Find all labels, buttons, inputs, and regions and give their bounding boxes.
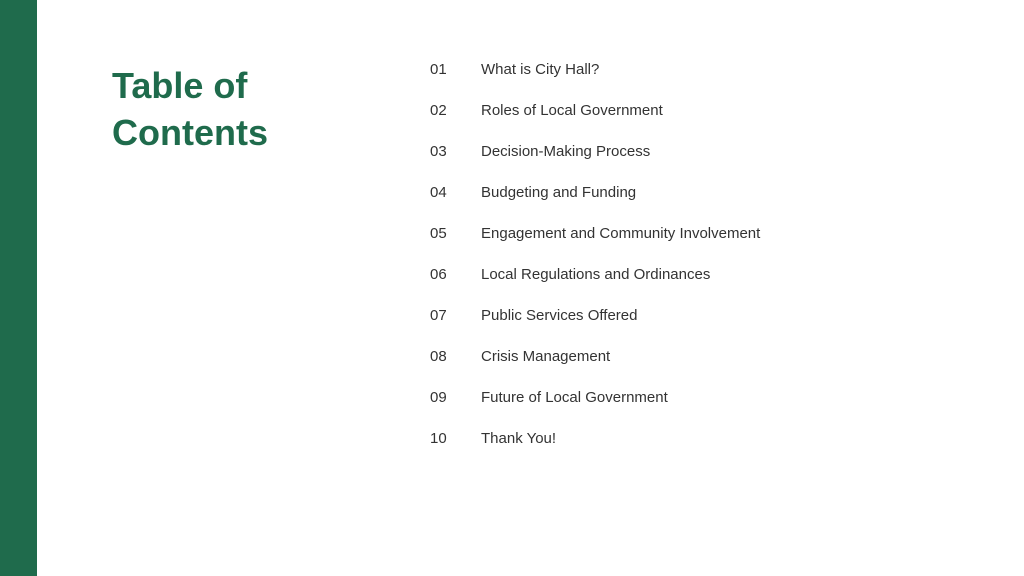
title-line-2: Contents [112,112,268,153]
toc-item-02[interactable] [430,90,760,131]
toc-item-label[interactable]: Budgeting and Funding [481,184,637,201]
toc-item-number: 02 [430,102,447,119]
toc-item-label[interactable]: Roles of Local Government [481,102,663,119]
toc-item-03[interactable] [430,131,760,172]
toc-list [430,49,760,459]
toc-item-number: 10 [430,430,447,447]
toc-item-label[interactable]: Local Regulations and Ordinances [481,266,711,283]
toc-item-05[interactable] [430,213,760,254]
title-line-1: Table of [112,65,248,106]
toc-item-number: 08 [430,348,447,365]
toc-item-label[interactable]: Engagement and Community Involvement [481,225,761,242]
toc-item-08[interactable] [430,336,760,377]
toc-item-04[interactable] [430,172,760,213]
toc-item-number: 04 [430,184,447,201]
toc-item-number: 09 [430,389,447,406]
toc-item-label[interactable]: Decision-Making Process [481,143,651,160]
toc-item-label[interactable]: Future of Local Government [481,389,668,406]
toc-item-number: 06 [430,266,447,283]
toc-item-number: 01 [430,61,447,78]
toc-item-label[interactable]: Crisis Management [481,348,611,365]
toc-item-number: 03 [430,143,447,160]
page-title [112,62,332,156]
toc-item-01[interactable] [430,49,760,90]
toc-item-label[interactable]: What is City Hall? [481,61,600,78]
toc-item-number: 05 [430,225,447,242]
toc-item-label[interactable]: Public Services Offered [481,307,638,324]
toc-item-07[interactable] [430,295,760,336]
toc-item-label[interactable]: Thank You! [481,430,557,447]
toc-item-09[interactable] [430,377,760,418]
toc-item-06[interactable] [430,254,760,295]
toc-item-number: 07 [430,307,447,324]
toc-item-10[interactable] [430,418,760,459]
side-accent-bar [0,0,37,576]
